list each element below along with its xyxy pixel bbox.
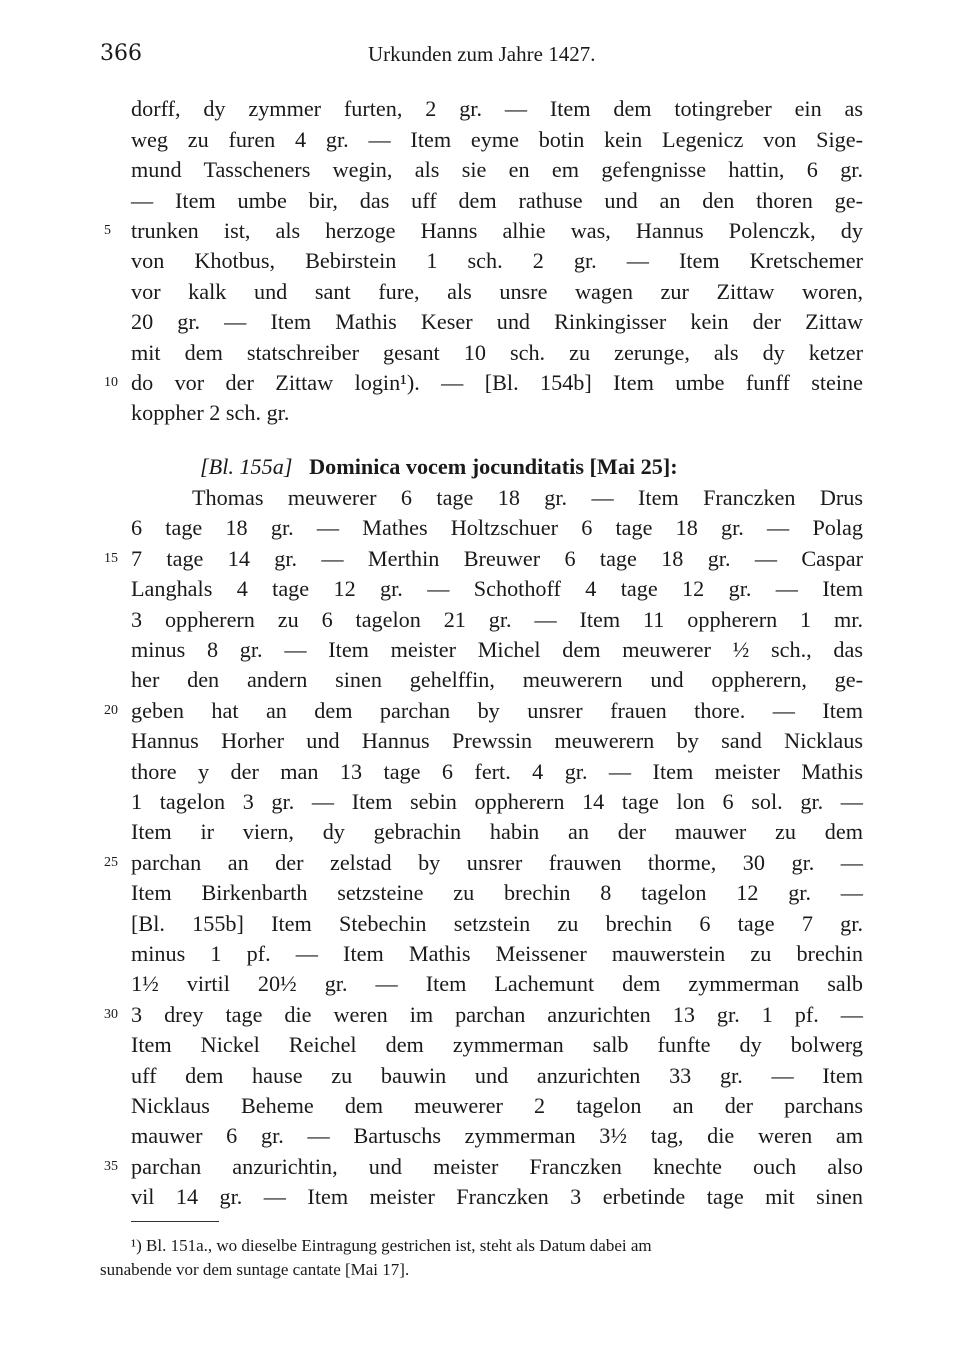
text-line: trunken ist, als herzoge Hanns alhie was, Hannus Polenczk, dy	[131, 218, 863, 243]
running-head: Urkunden zum Jahre 1427.	[368, 42, 596, 66]
text-line: Langhals 4 tage 12 gr. — Schothoff 4 tage 12 gr. — Item	[131, 576, 863, 601]
text-line: thore y der man 13 tage 6 fert. 4 gr. — Item meister Mathis	[131, 759, 863, 784]
text-line: Item ir viern, dy gebrachin habin an der mauwer zu dem	[131, 819, 863, 844]
text-line: Item Birkenbarth setzsteine zu brechin 8 tagelon 12 gr. —	[131, 880, 863, 905]
text-line: mund Tasscheners wegin, als sie en em gefengnisse hattin, 6 gr.	[131, 157, 863, 182]
text-line: — Item umbe bir, das uff dem rathuse und an den thoren ge-	[131, 188, 863, 213]
text-line: mit dem statschreiber gesant 10 sch. zu zerunge, als dy ketzer	[131, 340, 863, 365]
text-line: 20 gr. — Item Mathis Keser und Rinkingisser kein der Zittaw	[131, 309, 863, 334]
footnote-rule	[131, 1221, 219, 1222]
text-line: [Bl. 155b] Item Stebechin setzstein zu brechin 6 tage 7 gr.	[131, 911, 863, 936]
line-number: 20	[104, 703, 118, 718]
text-line: vil 14 gr. — Item meister Franczken 3 erbetinde tage mit sinen	[131, 1184, 863, 1209]
page-number: 366	[100, 41, 142, 66]
line-number: 25	[104, 855, 118, 870]
text-line: 3 drey tage die weren im parchan anzurichten 13 gr. 1 pf. —	[131, 1002, 863, 1027]
line-number: 5	[104, 223, 111, 238]
line-number: 35	[104, 1159, 118, 1174]
text-line: minus 1 pf. — Item Mathis Meissener mauwerstein zu brechin	[131, 941, 863, 966]
text-line: Nicklaus Beheme dem meuwerer 2 tagelon an der parchans	[131, 1093, 863, 1118]
text-line: von Khotbus, Bebirstein 1 sch. 2 gr. — Item Kretschemer	[131, 248, 863, 273]
text-line: 7 tage 14 gr. — Merthin Breuwer 6 tage 18 gr. — Caspar	[131, 546, 863, 571]
footnote-line: ¹) Bl. 151a., wo dieselbe Eintragung gestrichen ist, steht als Datum dabei am	[131, 1236, 652, 1255]
text-line: do vor der Zittaw login¹). — [Bl. 154b] Item umbe funff steine	[131, 370, 863, 395]
text-line: 1½ virtil 20½ gr. — Item Lachemunt dem zymmerman salb	[131, 971, 863, 996]
text-line: 6 tage 18 gr. — Mathes Holtzschuer 6 tage 18 gr. — Polag	[131, 515, 863, 540]
line-number: 10	[104, 375, 118, 390]
text-line: uff dem hause zu bauwin und anzurichten 33 gr. — Item	[131, 1063, 863, 1088]
text-line: dorff, dy zymmer furten, 2 gr. — Item dem totingreber ein as	[131, 96, 863, 121]
heading-title: Dominica vocem jocunditatis [Mai 25]:	[309, 454, 678, 479]
line-number: 15	[104, 551, 118, 566]
text-line: minus 8 gr. — Item meister Michel dem meuwerer ½ sch., das	[131, 637, 863, 662]
text-line: parchan an der zelstad by unsrer frauwen thorme, 30 gr. —	[131, 850, 863, 875]
footnote-line: sunabende vor dem suntage cantate [Mai 17].	[100, 1260, 410, 1279]
section-heading	[200, 452, 800, 482]
text-line: 3 oppherern zu 6 tagelon 21 gr. — Item 11 oppherern 1 mr.	[131, 607, 863, 632]
text-line: her den andern sinen gehelffin, meuwerern und oppherern, ge-	[131, 667, 863, 692]
text-line: 1 tagelon 3 gr. — Item sebin oppherern 14 tage lon 6 sol. gr. —	[131, 789, 863, 814]
text-line: geben hat an dem parchan by unsrer frauen thore. — Item	[131, 698, 863, 723]
text-line: weg zu furen 4 gr. — Item eyme botin kein Legenicz von Sige-	[131, 127, 863, 152]
text-line: Hannus Horher und Hannus Prewssin meuwerern by sand Nicklaus	[131, 728, 863, 753]
text-line: Thomas meuwerer 6 tage 18 gr. — Item Franczken Drus	[192, 485, 863, 510]
heading-spacer	[298, 454, 304, 479]
line-number: 30	[104, 1007, 118, 1022]
text-line: vor kalk und sant fure, als unsre wagen zur Zittaw woren,	[131, 279, 863, 304]
heading-folio: [Bl. 155a]	[200, 454, 293, 479]
text-line: parchan anzurichtin, und meister Franczken knechte ouch also	[131, 1154, 863, 1179]
text-line: koppher 2 sch. gr.	[131, 400, 290, 425]
text-line: mauwer 6 gr. — Bartuschs zymmerman 3½ tag, die weren am	[131, 1123, 863, 1148]
text-line: Item Nickel Reichel dem zymmerman salb funfte dy bolwerg	[131, 1032, 863, 1057]
